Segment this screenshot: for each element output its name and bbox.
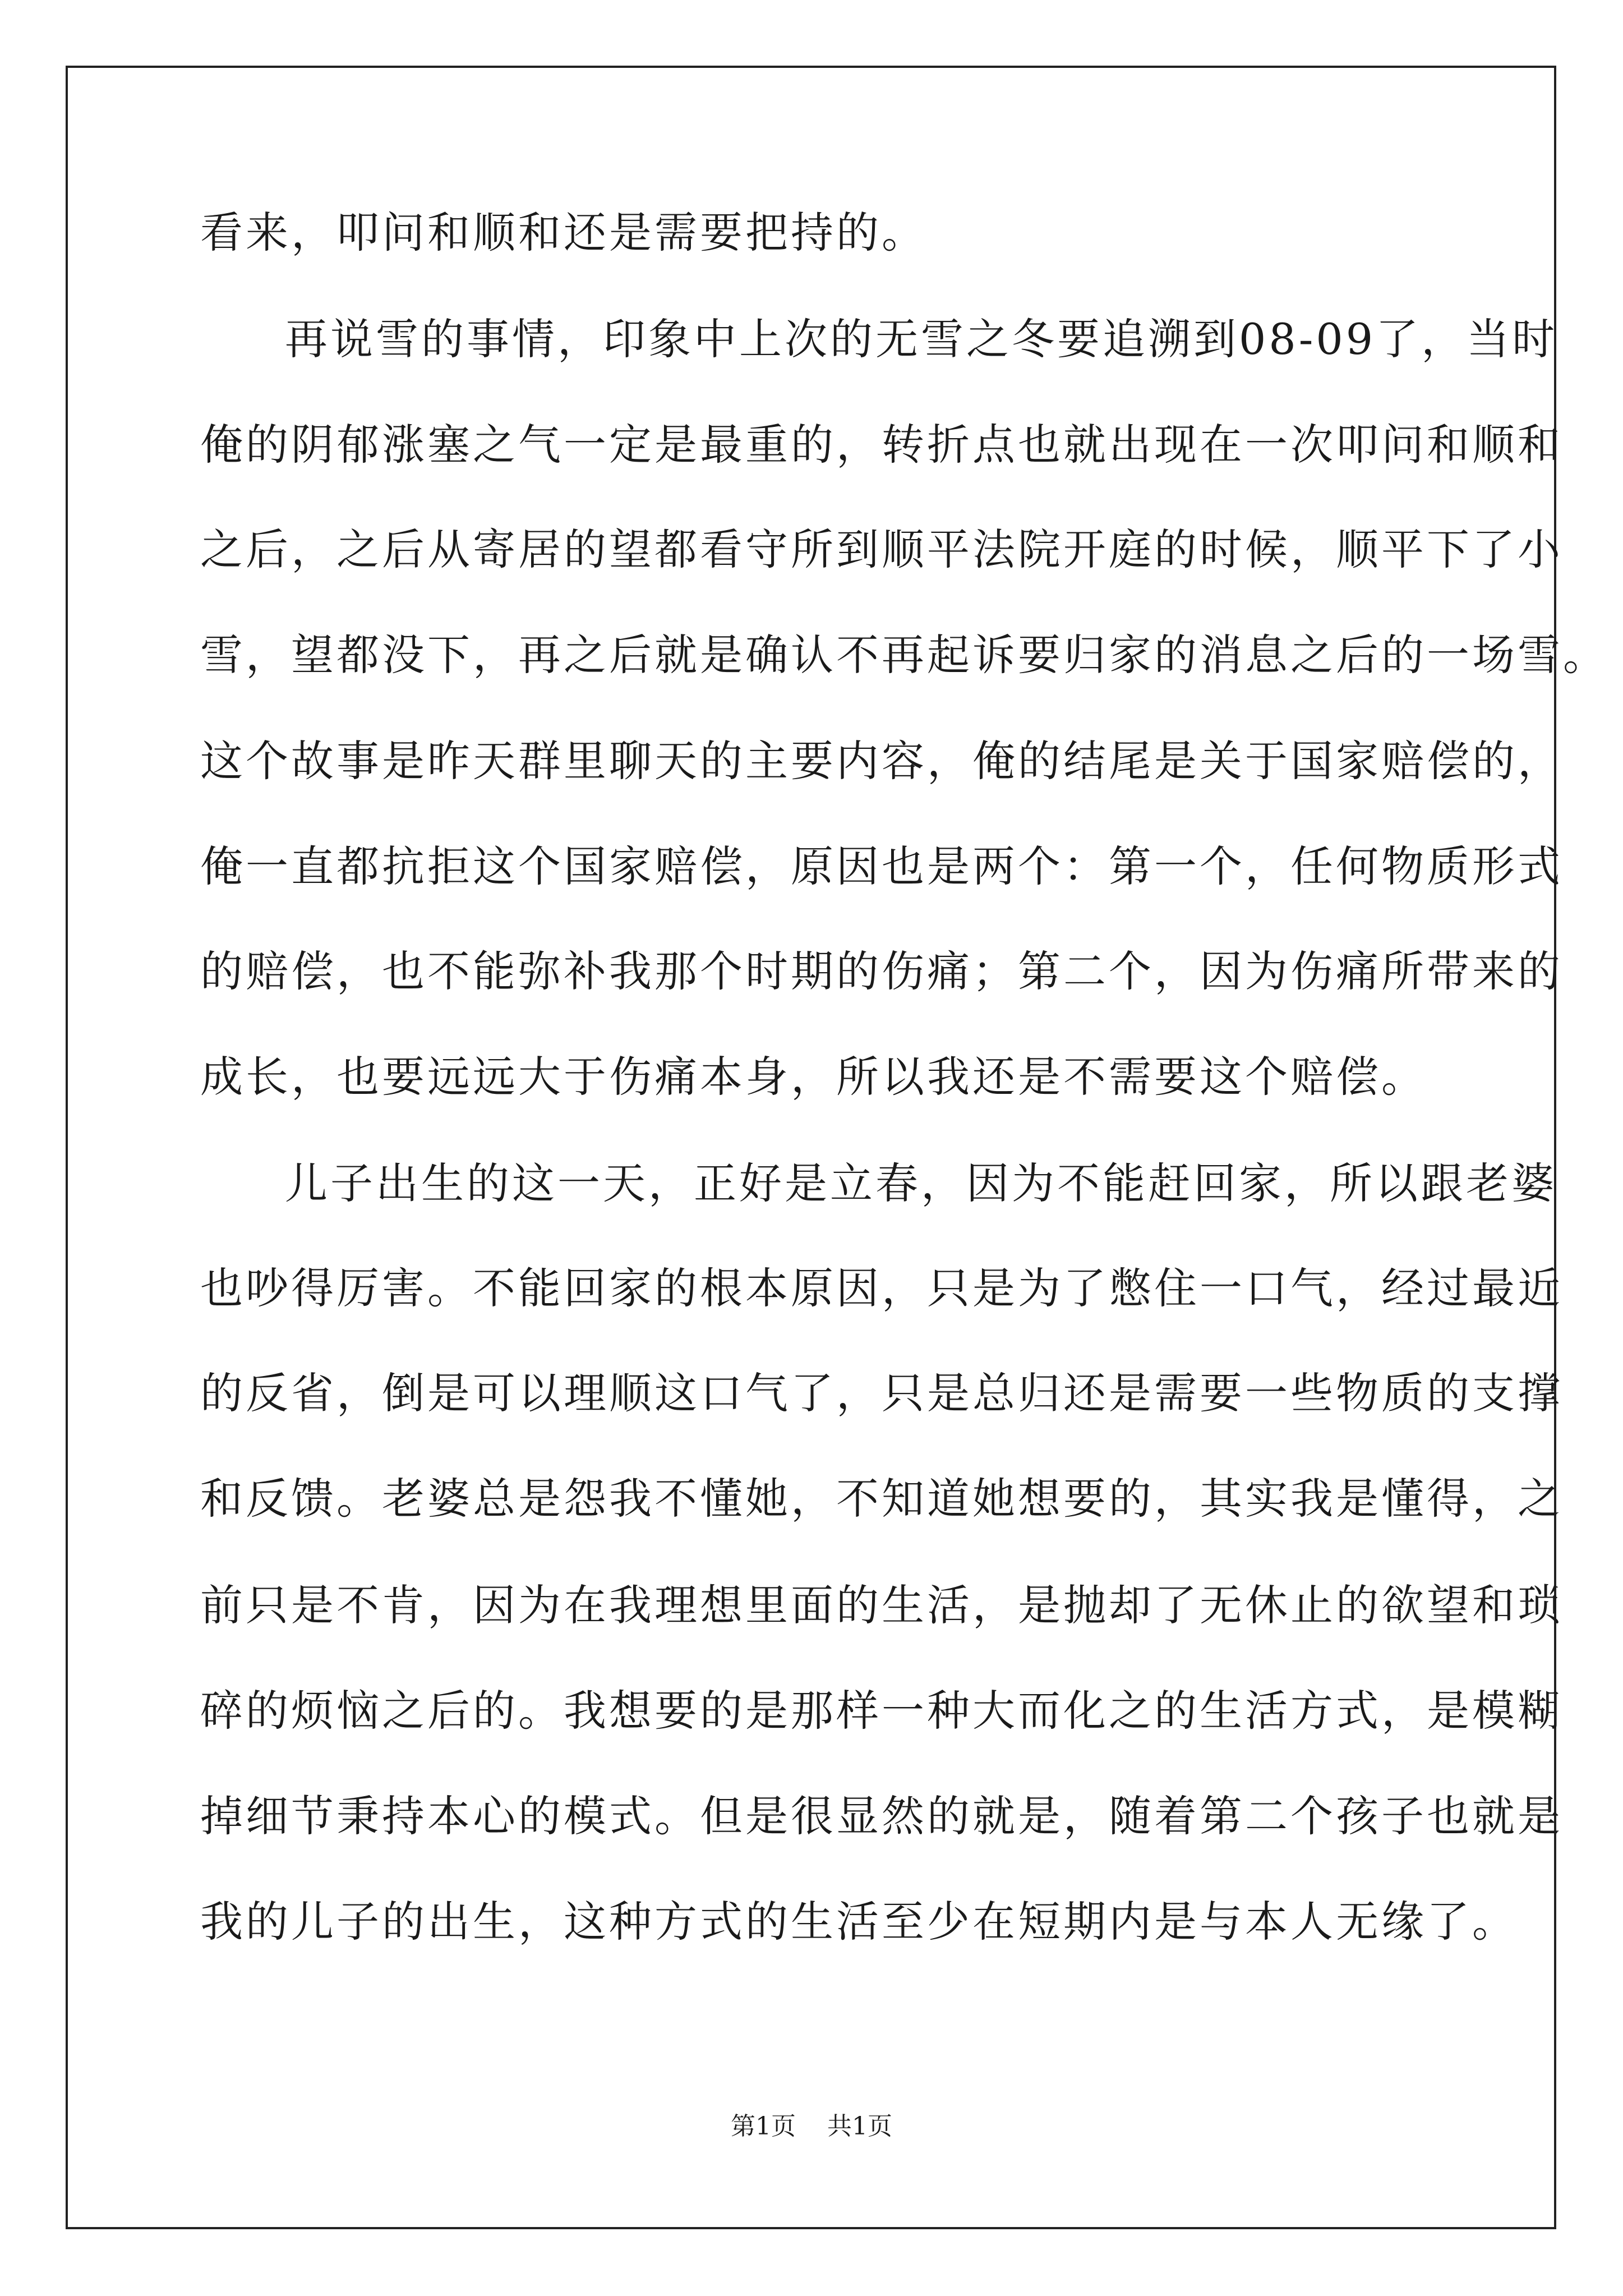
text-line: 俺的阴郁涨塞之气一定是最重的，转折点也就出现在一次叩问和顺和 <box>200 420 1563 470</box>
text-line: 再说雪的事情，印象中上次的无雪之冬要追溯到08-09了，当时 <box>285 314 1558 364</box>
page-total: 共1页 <box>827 2112 892 2141</box>
text-line: 也吵得厉害。不能回家的根本原因，只是为了憋住一口气，经过最近 <box>200 1263 1563 1313</box>
page-number: 第1页 <box>731 2112 796 2141</box>
text-line: 儿子出生的这一天，正好是立春，因为不能赶回家，所以跟老婆 <box>285 1158 1557 1208</box>
text-line: 和反馈。老婆总是怨我不懂她，不知道她想要的，其实我是懂得，之 <box>200 1474 1563 1524</box>
text-line: 碎的烦恼之后的。我想要的是那样一种大而化之的生活方式，是模糊 <box>200 1686 1563 1736</box>
text-line: 俺一直都抗拒这个国家赔偿，原因也是两个：第一个，任何物质形式 <box>200 841 1563 891</box>
text-line: 前只是不肯，因为在我理想里面的生活，是抛却了无休止的欲望和琐 <box>200 1580 1563 1630</box>
text-line: 掉细节秉持本心的模式。但是很显然的就是，随着第二个孩子也就是 <box>200 1791 1563 1841</box>
text-line: 雪，望都没下，再之后就是确认不再起诉要归家的消息之后的一场雪。 <box>200 630 1608 680</box>
text-line: 成长，也要远远大于伤痛本身，所以我还是不需要这个赔偿。 <box>200 1052 1427 1102</box>
text-line: 看来，叩问和顺和还是需要把持的。 <box>200 208 927 257</box>
page-footer <box>0 2110 1623 2143</box>
text-line: 之后，之后从寄居的望都看守所到顺平法院开庭的时候，顺平下了小 <box>200 524 1563 574</box>
text-line: 的赔偿，也不能弥补我那个时期的伤痛；第二个，因为伤痛所带来的 <box>200 946 1563 996</box>
text-line: 这个故事是昨天群里聊天的主要内容，俺的结尾是关于国家赔偿的， <box>200 736 1563 786</box>
text-line: 我的儿子的出生，这种方式的生活至少在短期内是与本人无缘了。 <box>200 1897 1518 1947</box>
text-line: 的反省，倒是可以理顺这口气了，只是总归还是需要一些物质的支撑 <box>200 1368 1563 1418</box>
